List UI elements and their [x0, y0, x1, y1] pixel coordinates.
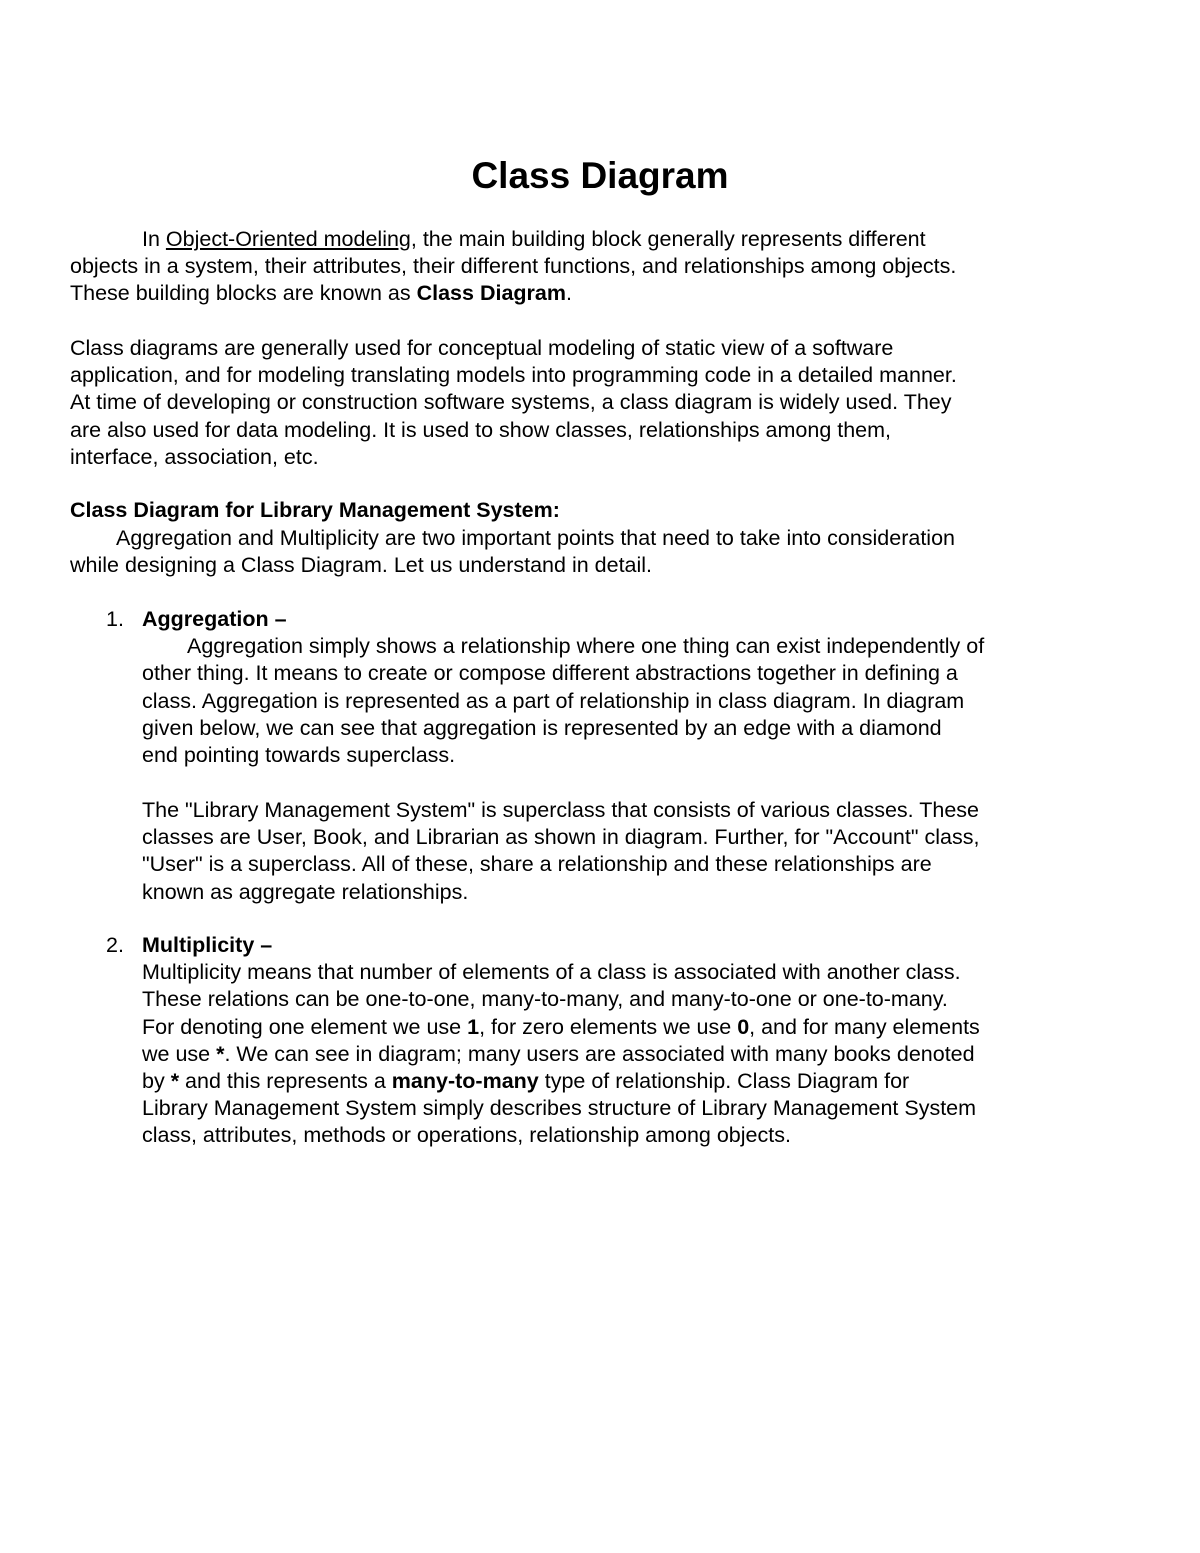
aggregation-p2-line-4: known as aggregate relationships. — [142, 879, 469, 904]
intro-line-1 — [70, 226, 1070, 253]
multiplicity-text: we use — [142, 1041, 217, 1066]
multiplicity-line-5 — [142, 1068, 1102, 1095]
bold-star: * — [170, 1069, 180, 1094]
page-title: Class Diagram — [471, 155, 729, 196]
usage-line-5: interface, association, etc. — [70, 444, 319, 469]
multiplicity-text: . We can see in diagram; many users are associated with many books denoted — [224, 1041, 975, 1066]
multiplicity-text: , for zero elements we use — [479, 1014, 738, 1039]
multiplicity-line-1: Multiplicity means that number of elements of a class is associated with another class. — [142, 960, 961, 985]
object-oriented-modeling-link[interactable]: Object-Oriented modeling — [165, 227, 411, 251]
multiplicity-text: , and for many elements — [749, 1014, 980, 1039]
intro-text: In — [142, 227, 166, 251]
multiplicity-line-4 — [142, 1041, 1102, 1068]
aggregation-line-3: class. Aggregation is represented as a part of relationship in class diagram. In diagram — [142, 688, 965, 713]
intro-text: , the main building block generally represents different — [410, 227, 926, 251]
multiplicity-heading: Multiplicity – — [142, 933, 273, 957]
multiplicity-text: by — [142, 1069, 171, 1094]
usage-line-2: application, and for modeling translating models into programming code in a detailed manner. — [70, 363, 957, 388]
multiplicity-text: type of relationship. Class Diagram for — [538, 1069, 910, 1094]
class-diagram-bold-term: Class Diagram — [416, 281, 566, 306]
bold-zero: 0 — [737, 1014, 750, 1039]
aggregation-p2-line-3: "User" is a superclass. All of these, share a relationship and these relationships are — [142, 852, 932, 877]
aggregation-p2-line-2: classes are User, Book, and Librarian as shown in diagram. Further, for "Account" class, — [142, 825, 980, 850]
aggregation-line-1: Aggregation simply shows a relationship where one thing can exist independently of — [187, 634, 985, 659]
list-number-1: 1. — [106, 607, 124, 631]
lms-paragraph — [70, 525, 1070, 579]
list-number-2: 2. — [106, 933, 124, 957]
lms-section-heading: Class Diagram for Library Management System: — [70, 498, 560, 522]
multiplicity-text: For denoting one element we use — [142, 1014, 468, 1039]
intro-line-3 — [70, 280, 1070, 307]
aggregation-heading: Aggregation – — [142, 607, 287, 631]
usage-line-1: Class diagrams are generally used for conceptual modeling of static view of a software — [70, 336, 894, 360]
lms-line-1: Aggregation and Multiplicity are two important points that need to take into consideration — [116, 526, 955, 550]
lms-line-2: while designing a Class Diagram. Let us understand in detail. — [70, 553, 653, 578]
multiplicity-line-6: Library Management System simply describes structure of Library Management System — [142, 1096, 977, 1121]
intro-text: These building blocks are known as — [70, 281, 417, 306]
intro-paragraph — [70, 226, 1070, 308]
multiplicity-text: and this represents a — [179, 1069, 392, 1094]
intro-text: . — [565, 281, 572, 306]
bold-star: * — [216, 1041, 225, 1066]
aggregation-line-4: given below, we can see that aggregation is represented by an edge with a diamond — [142, 715, 942, 740]
aggregation-line-5: end pointing towards superclass. — [142, 743, 456, 768]
usage-line-4: are also used for data modeling. It is used to show classes, relationships among them, — [70, 417, 892, 442]
intro-line-2: objects in a system, their attributes, their different functions, and relationships among objects. — [70, 254, 957, 279]
multiplicity-line-7: class, attributes, methods or operations, relationship among objects. — [142, 1123, 791, 1148]
aggregation-section — [142, 606, 1102, 769]
multiplicity-line-2: These relations can be one-to-one, many-to-many, and many-to-one or one-to-many. — [142, 987, 948, 1012]
many-to-many-bold-term: many-to-many — [391, 1069, 539, 1094]
aggregation-line-2: other thing. It means to create or compose different abstractions together in defining a — [142, 661, 958, 686]
usage-line-3: At time of developing or construction software systems, a class diagram is widely used. They — [70, 390, 952, 415]
aggregation-p2-line-1: The "Library Management System" is superclass that consists of various classes. These — [142, 798, 979, 822]
multiplicity-section — [142, 932, 1102, 1150]
bold-one: 1 — [467, 1014, 480, 1039]
usage-paragraph — [70, 335, 1070, 471]
aggregation-paragraph-2 — [142, 797, 1102, 906]
multiplicity-line-3 — [142, 1014, 1102, 1041]
